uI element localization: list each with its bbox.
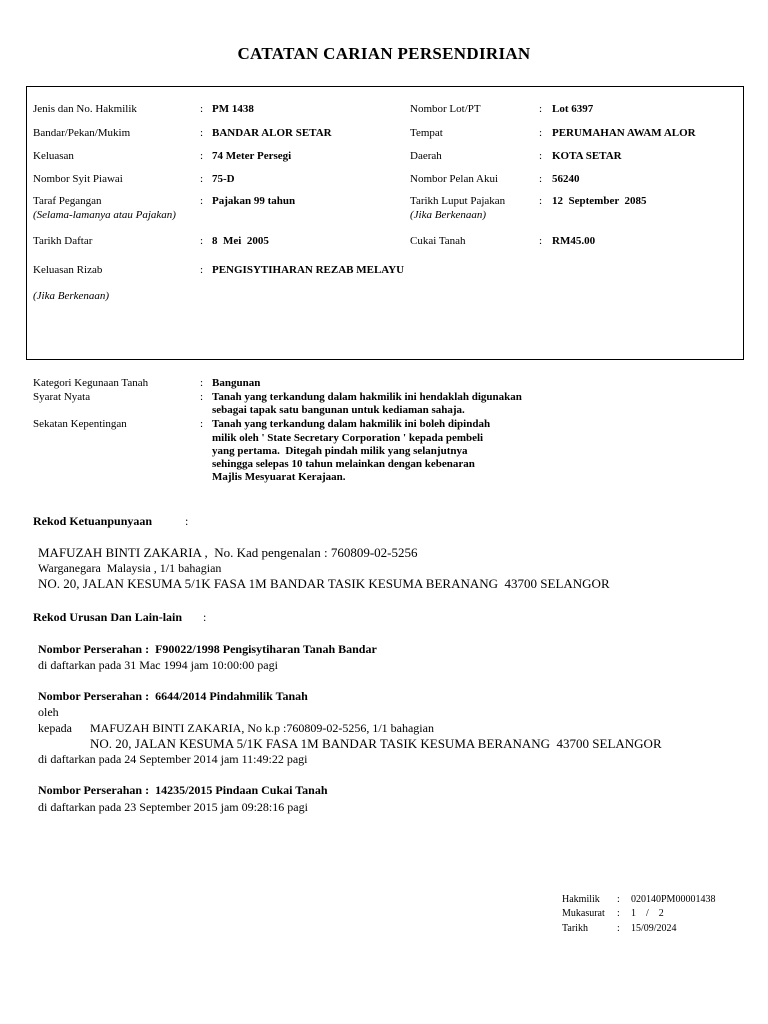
luput-value: 12 September 2085 — [552, 195, 647, 207]
colon: : — [200, 195, 204, 207]
daerah-label: Daerah — [410, 150, 442, 162]
colon: : — [617, 894, 620, 905]
daftar-value: 8 Mei 2005 — [212, 235, 269, 247]
colon: : — [203, 610, 207, 624]
record-1-title: Nombor Perserahan : F90022/1998 Pengisytiharan Tanah Bandar — [38, 642, 377, 656]
kategori-label: Kategori Kegunaan Tanah — [33, 377, 149, 389]
taraf-label: Taraf Pegangan — [33, 195, 102, 207]
record-3-title: Nombor Perserahan : 14235/2015 Pindaan Cukai Tanah — [38, 783, 328, 797]
cukai-value: RM45.00 — [552, 235, 596, 247]
sekatan-line: Majlis Mesyuarat Kerajaan. — [212, 471, 346, 483]
colon: : — [617, 908, 620, 919]
pelan-label: Nombor Pelan Akui — [410, 173, 498, 185]
rizab-value: PENGISYTIHARAN REZAB MELAYU — [212, 264, 405, 276]
footer-mukasurat-label: Mukasurat — [562, 908, 605, 919]
footer-page-number: 1 / 2 — [631, 908, 664, 919]
luput-sublabel: (Jika Berkenaan) — [410, 209, 487, 221]
daftar-label: Tarikh Daftar — [33, 235, 93, 247]
keluasan-value: 74 Meter Persegi — [212, 150, 292, 162]
record-2-title: Nombor Perserahan : 6644/2014 Pindahmilik Tanah — [38, 689, 308, 703]
owner-citizen-line: Warganegara Malaysia , 1/1 bahagian — [38, 561, 222, 575]
colon: : — [539, 173, 543, 185]
colon: : — [200, 173, 204, 185]
syarat-label: Syarat Nyata — [33, 391, 91, 403]
jenis-value: PM 1438 — [212, 103, 254, 115]
colon: : — [539, 235, 543, 247]
sekatan-label: Sekatan Kepentingan — [33, 418, 127, 430]
rizab-sublabel: (Jika Berkenaan) — [33, 290, 110, 302]
record-3-date: di daftarkan pada 23 September 2015 jam 09:28:16 pagi — [38, 800, 308, 814]
keluasan-label: Keluasan — [33, 150, 74, 162]
colon: : — [539, 127, 543, 139]
colon: : — [200, 377, 204, 389]
colon: : — [200, 418, 204, 430]
owner-address-line: NO. 20, JALAN KESUMA 5/1K FASA 1M BANDAR TASIK KESUMA BERANANG 43700 SELANGOR — [38, 576, 610, 591]
cukai-label: Cukai Tanah — [410, 235, 466, 247]
record-2-date: di daftarkan pada 24 September 2014 jam 11:49:22 pagi — [38, 752, 308, 766]
record-1-date: di daftarkan pada 31 Mac 1994 jam 10:00:00 pagi — [38, 658, 278, 672]
record-2-name: MAFUZAH BINTI ZAKARIA, No k.p :760809-02-5256, 1/1 bahagian — [90, 721, 434, 735]
ownership-heading: Rekod Ketuanpunyaan — [33, 514, 153, 528]
colon: : — [200, 391, 204, 403]
syarat-line: sebagai tapak satu bangunan untuk kediaman sahaja. — [212, 404, 465, 416]
jenis-label: Jenis dan No. Hakmilik — [33, 103, 137, 115]
records-heading: Rekod Urusan Dan Lain-lain — [33, 610, 183, 624]
footer-hakmilik-value: 020140PM00001438 — [631, 894, 716, 905]
daerah-value: KOTA SETAR — [552, 150, 622, 162]
colon: : — [200, 150, 204, 162]
sekatan-line: sehingga selepas 10 tahun melainkan dengan kebenaran — [212, 458, 475, 470]
tempat-value: PERUMAHAN AWAM ALOR — [552, 127, 696, 139]
record-2-oleh: oleh — [38, 705, 59, 719]
sekatan-line: yang pertama. Ditegah pindah milik yang selanjutnya — [212, 445, 468, 457]
colon: : — [617, 923, 620, 934]
kategori-value: Bangunan — [212, 377, 261, 389]
bandar-label: Bandar/Pekan/Mukim — [33, 127, 131, 139]
pelan-value: 56240 — [552, 173, 580, 185]
record-2-address: NO. 20, JALAN KESUMA 5/1K FASA 1M BANDAR TASIK KESUMA BERANANG 43700 SELANGOR — [90, 736, 662, 751]
syit-label: Nombor Syit Piawai — [33, 173, 123, 185]
colon: : — [539, 150, 543, 162]
tempat-label: Tempat — [410, 127, 443, 139]
taraf-value: Pajakan 99 tahun — [212, 195, 296, 207]
colon: : — [539, 195, 543, 207]
colon: : — [200, 127, 204, 139]
colon: : — [200, 235, 204, 247]
rizab-label: Keluasan Rizab — [33, 264, 103, 276]
colon: : — [539, 103, 543, 115]
bandar-value: BANDAR ALOR SETAR — [212, 127, 332, 139]
sekatan-line: Tanah yang terkandung dalam hakmilik ini boleh dipindah — [212, 418, 491, 430]
syarat-line: Tanah yang terkandung dalam hakmilik ini hendaklah digunakan — [212, 391, 522, 403]
record-2-kepada: kepada — [38, 721, 72, 735]
lot-label: Nombor Lot/PT — [410, 103, 481, 115]
lot-value: Lot 6397 — [552, 103, 594, 115]
syit-value: 75-D — [212, 173, 235, 185]
taraf-sublabel: (Selama-lamanya atau Pajakan) — [33, 209, 176, 221]
footer-tarikh-value: 15/09/2024 — [631, 923, 677, 934]
footer-hakmilik-label: Hakmilik — [562, 894, 600, 905]
document-title: CATATAN CARIAN PERSENDIRIAN — [237, 44, 531, 63]
colon: : — [185, 514, 189, 528]
colon: : — [200, 103, 204, 115]
sekatan-line: milik oleh ' State Secretary Corporation ' kepada pembeli — [212, 432, 484, 444]
footer-tarikh-label: Tarikh — [562, 923, 588, 934]
luput-label: Tarikh Luput Pajakan — [410, 195, 506, 207]
colon: : — [200, 264, 204, 276]
owner-name-line: MAFUZAH BINTI ZAKARIA , No. Kad pengenalan : 760809-02-5256 — [38, 545, 418, 560]
